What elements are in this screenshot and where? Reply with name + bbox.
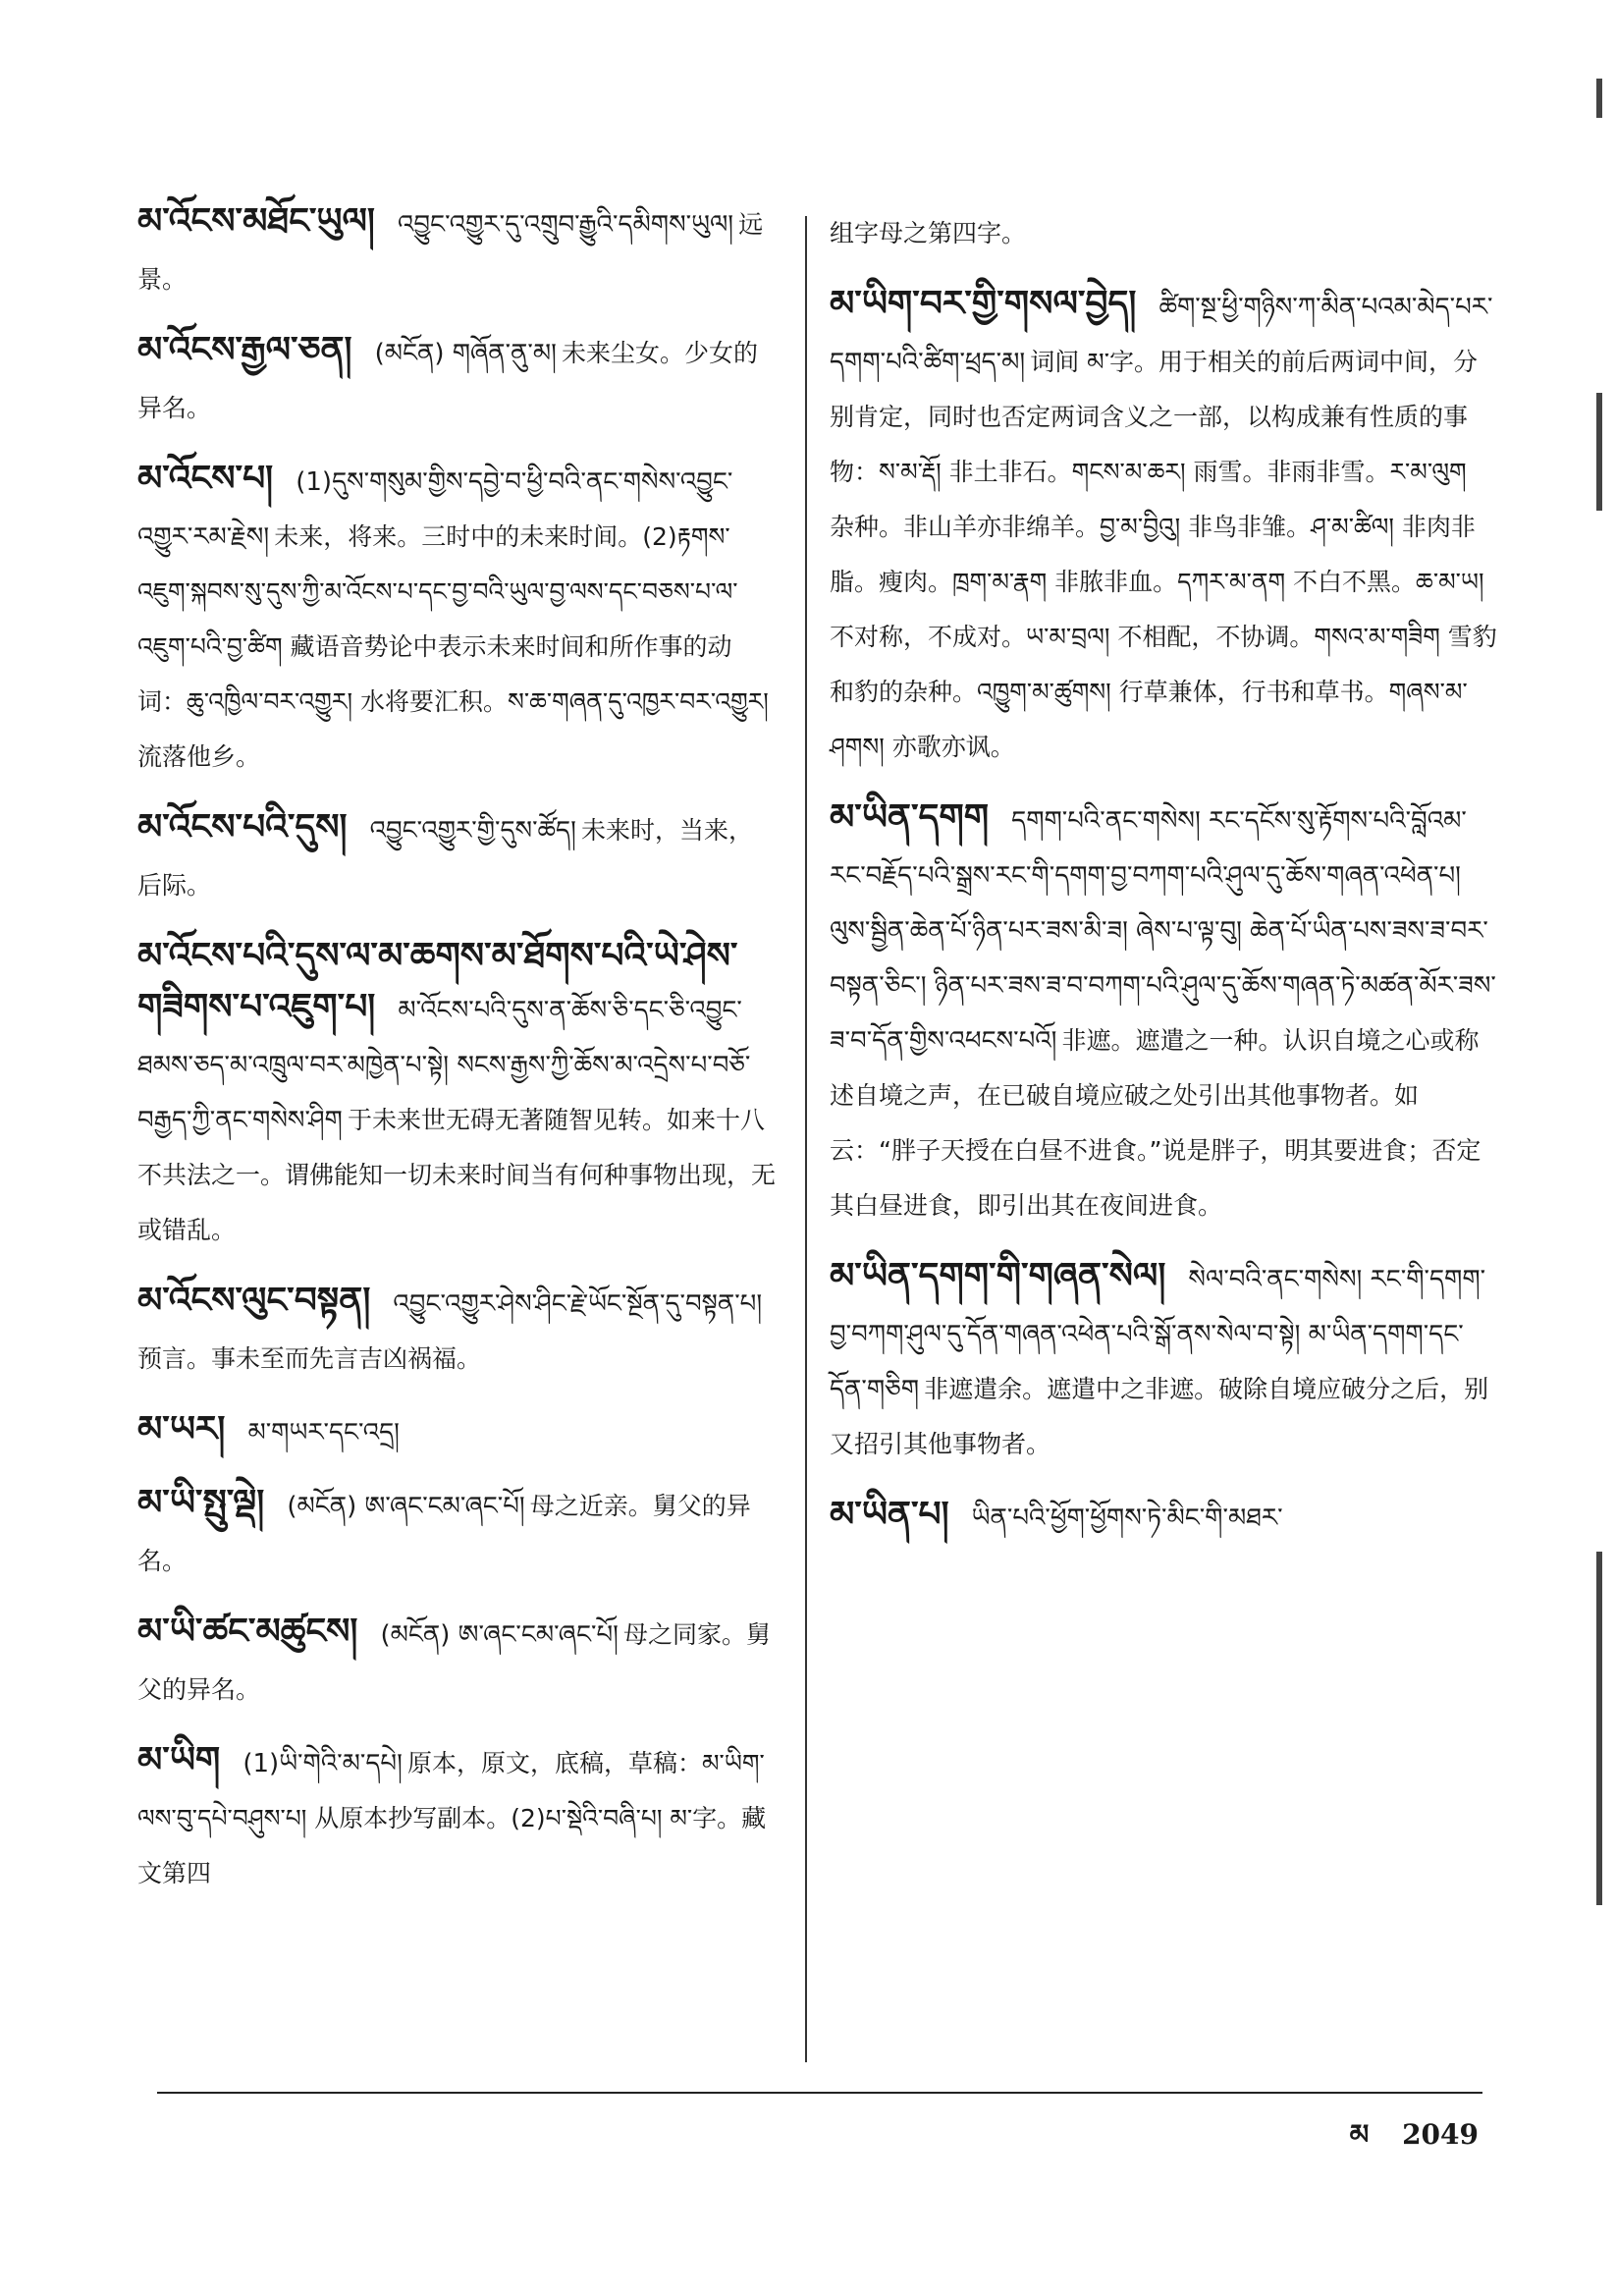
entry-chinese-definition: 未来尘女。少女的异名。 [137,339,758,422]
dictionary-entry [830,279,1497,775]
entry-headword: མ་ཡིག [137,1740,221,1780]
dictionary-entry [137,1404,776,1460]
entry-headword: མ་འོངས་རྒྱལ་ཅན། [137,330,352,370]
entry-tibetan-definition: (མངོན) ཨ་ཞང་ངམ་ཞང་པོ། [380,1620,619,1650]
entry-chinese-definition: 母之近亲。舅父的异名。 [137,1492,751,1575]
continued-entry [830,206,1497,261]
entry-headword: མ་འོངས་པ། [137,459,274,499]
dictionary-entry [137,1607,776,1718]
dictionary-entry [137,1276,776,1387]
entry-headword: མ་འོངས་ལུང་བསྟན། [137,1281,371,1321]
entry-tibetan-definition: འབྱུང་འགྱུར་དུ་འགྲུབ་རྒྱུའི་དམིགས་ཡུལ། [398,210,734,240]
entry-headword: མ་ཡིག་བར་གྱི་གསལ་བྱེད། [830,284,1137,324]
entry-tibetan-definition: མ་གཡར་དང་འདྲ། [247,1418,400,1448]
entry-chinese-definition: 母之同家。舅父的异名。 [137,1620,771,1704]
entry-tibetan-definition: (1)ཡི་གེའི་མ་དཔེ། [242,1749,403,1778]
entry-tibetan-definition: ཚིག་སྔ་ཕྱི་གཉིས་ཀ་མིན་པའམ་མེད་པར་དགག་པའི་ཚིག་ཕྲད་མ། [830,293,1493,377]
entry-tibetan-definition: (མངོན) ཨ་ཞང་ངམ་ཞང་པོ། [287,1492,525,1521]
entry-chinese-definition: 未来时，当来，后际。 [137,816,753,900]
entry-tibetan-definition: དགག་པའི་ནང་གསེས། རང་དངོས་སུ་རྟོགས་པའི་བློའམ་རང་བརྗོད་པའི་སྒྲས་རང་གི་དགག་བྱ་བཀག་པའི་ཤུལ་དུ་ཆོས་གཞན་འཕེན་པ། ལུས་སྦྱིན་ཆེན་པོ་ཉིན་པར་ཟས་མི་ཟ། ཞེས་པ་ལྟ་བུ། ཆེན་པོ་ཡིན་པས་ཟས་ཟ་བར་བསྟན་ཅིང་། ཉིན་པར་ཟས་ཟ་བ་བཀག་པའི་ཤུལ་དུ་ཆོས་གཞན་ཏེ་མཚན་མོར་ཟས་ཟ་བ་དོན་གྱིས་འཕངས་པའོ། [830,806,1496,1056]
entry-chinese-definition: 组字母之第四字。 [830,219,1027,247]
entry-tibetan-definition: འབྱུང་འགྱུར་ཤེས་ཤིང་རྗེ་ཡོང་སྔོན་དུ་བསྟན་པ། [393,1289,763,1319]
dictionary-entry [137,325,776,436]
dictionary-entry [137,1478,776,1589]
entry-chinese-definition: 预言。事未至而先言吉凶祸福。 [137,1344,482,1373]
entry-chinese-definition: 未来，将来。三时中的未来时间。(2)རྟགས་འཇུག་སྐབས་སུ་དུས་ཀྱི་མ་འོངས་པ་དང་བྱ་བའི་ཡུལ་བྱ་ལས་དང་བཅས་པ་ལ་འཇུག་པའི་བྱ་ཚིག 藏语音势论中表示未来时间和所作事的动词：ཆུ་འཁྱིལ་བར་འགྱུར། 水将要汇积。ས་ཆ་གཞན་དུ་འཁྱར་བར་འགྱུར། 流落他乡。 [137,522,769,771]
entry-headword: མ་ཡིན་དགག་གི་གཞན་སེལ། [830,1256,1166,1296]
entry-chinese-definition: 远景。 [137,210,764,294]
right-column [830,206,1497,1563]
dictionary-entry [830,793,1497,1233]
dictionary-entry [137,454,776,785]
entry-chinese-definition: 非遮。遮遣之一种。认识自境之心或称述自境之声，在已破自境应破之处引出其他事物者。如云：“胖子天授在白昼不进食。”说是胖子，明其要进食；否定其白昼进食，即引出其在夜间进食。 [830,1026,1481,1220]
dictionary-entry [830,1251,1497,1472]
entry-tibetan-definition: ཡིན་པའི་ཕྱོག་ཕྱོགས་ཏེ་མིང་གི་མཐར་ [971,1503,1283,1533]
entry-chinese-definition: 原本，原文，底稿，草稿：མ་ཡིག་ལས་བུ་དཔེ་བཤུས་པ། 从原本抄写副本。(2)པ་སྡེའི་བཞི་པ། མ་字。藏文第四 [137,1749,767,1887]
entry-headword: མ་འོངས་པའི་དུས་ལ་མ་ཆགས་མ་ཐོགས་པའི་ཡེ་ཤེས་གཟིགས་པ་འཇུག་པ། [137,936,738,1027]
entry-headword: མ་ཡི་ཚང་མཚུངས། [137,1612,358,1652]
page-number: 2049 [1402,2118,1479,2151]
entry-tibetan-definition: (1)དུས་གསུམ་གྱིས་དབྱེ་བ་ཕྱི་བའི་ནང་གསེས་འབྱུང་འགྱུར་རམ་རྗེས། [137,467,733,552]
entry-headword: མ་ཡི་སྤུ་ལྡེ། [137,1483,265,1523]
footer-rule [157,2092,1482,2094]
dictionary-entry [830,1490,1497,1546]
entry-chinese-definition: 非遮遣余。遮遣中之非遮。破除自境应破分之后，别又招引其他事物者。 [830,1375,1489,1458]
entry-headword: མ་ཡར། [137,1409,226,1449]
scan-edge-mark [1596,79,1602,118]
dictionary-entry [137,931,776,1258]
entry-headword: མ་ཡིན་པ། [830,1495,949,1535]
entry-tibetan-definition: སེལ་བའི་ནང་གསེས། རང་གི་དགག་བྱ་བཀག་ཤུལ་དུ་དོན་གཞན་འཕེན་པའི་སྒོ་ནས་སེལ་བ་སྟེ། མ་ཡིན་དགག་དང་དོན་གཅིག [830,1265,1486,1404]
entry-chinese-definition: 于未来世无碍无著随智见转。如来十八不共法之一。谓佛能知一切未来时间当有何种事物出现，无或错乱。 [137,1106,777,1244]
dictionary-entry [137,196,776,307]
entry-chinese-definition: 词间 མ་字。用于相关的前后两词中间，分别肯定，同时也否定两词含义之一部，以构成兼有性质的事物：ས་མ་རྡོ། 非土非石。གངས་མ་ཆར། 雨雪。非雨非雪。ར་མ་ལུག 杂种。非山羊亦非绵羊。བྱ་མ་བྱིའུ། 非鸟非雏。ཤ་མ་ཚིལ། 非肉非脂。瘦肉。ཁྲག་མ་རྣག 非脓非血。དཀར་མ་ནག 不白不黑。ཆ་མ་ཡ། 不对称，不成对。ཡ་མ་བྲལ། 不相配，不协调。གསའ་མ་གཟིག 雪豹和豹的杂种。འཁྱུག་མ་ཚུགས། 行草兼体，行书和草书。གཞས་མ་ཤགས། 亦歌亦讽。 [830,348,1497,761]
entry-tibetan-definition: འབྱུང་འགྱུར་གྱི་དུས་ཚོད། [369,816,576,846]
entry-tibetan-definition: མ་འོངས་པའི་དུས་ན་ཆོས་ཅི་དང་ཅི་འབྱུང་ཐམས་ཅད་མ་འཁྲུལ་བར་མཁྱེན་པ་སྟེ། སངས་རྒྱས་ཀྱི་ཆོས་མ་འདྲེས་པ་བཅོ་བརྒྱད་ཀྱི་ནང་གསེས་ཤིག [137,996,751,1135]
left-column [137,196,776,1919]
scan-edge-mark [1596,393,1602,511]
entry-headword: མ་ཡིན་དགག [830,797,990,838]
entry-headword: མ་འོངས་མཐོང་ཡུལ། [137,201,375,242]
column-divider [805,216,807,2062]
entry-headword: མ་འོངས་པའི་དུས། [137,807,348,847]
entry-tibetan-definition: (མངོན) གཞོན་ནུ་མ། [374,339,557,368]
scan-edge-mark [1596,1552,1602,1905]
dictionary-entry [137,1735,776,1901]
dictionary-entry [137,802,776,913]
page-footer [1350,2104,1479,2181]
section-letter: མ [1349,2118,1370,2151]
